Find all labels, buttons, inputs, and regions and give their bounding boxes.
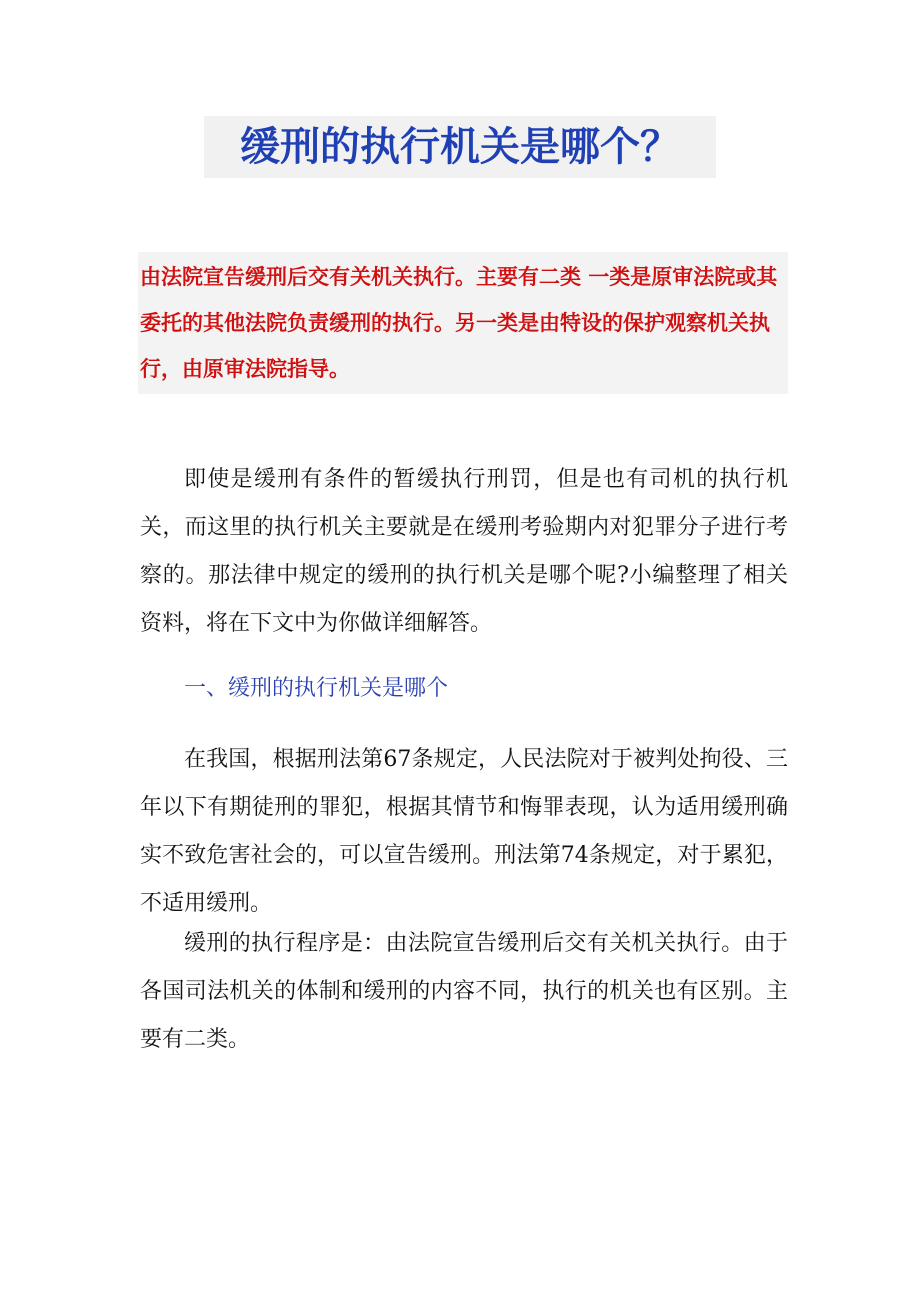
summary-text: 由法院宣告缓刑后交有关机关执行。主要有二类 一类是原审法院或其委托的其他法院负责缓刑的执行。另一类是由特设的保护观察机关执行，由原审法院指导。 xyxy=(140,265,778,381)
section-heading: 一、缓刑的执行机关是哪个 xyxy=(184,676,449,701)
intro-paragraph: 即使是缓刑有条件的暂缓执行刑罚，但是也有司机的执行机关，而这里的执行机关主要就是在缓刑考验期内对犯罪分子进行考察的。那法律中规定的缓刑的执行机关是哪个呢?小编整理了相关资料，将在下文中为你做详细解答。 xyxy=(140,467,788,636)
page-title: 缓刑的执行机关是哪个？ xyxy=(240,124,680,170)
law-paragraph: 在我国，根据刑法第67条规定，人民法院对于被判处拘役、三年以下有期徒刑的罪犯，根据其情节和悔罪表现，认为适用缓刑确实不致危害社会的，可以宣告缓刑。刑法第74条规定，对于累犯，不适用缓刑。 xyxy=(140,747,788,916)
procedure-paragraph: 缓刑的执行程序是：由法院宣告缓刑后交有关机关执行。由于各国司法机关的体制和缓刑的内容不同，执行的机关也有区别。主要有二类。 xyxy=(140,931,788,1052)
